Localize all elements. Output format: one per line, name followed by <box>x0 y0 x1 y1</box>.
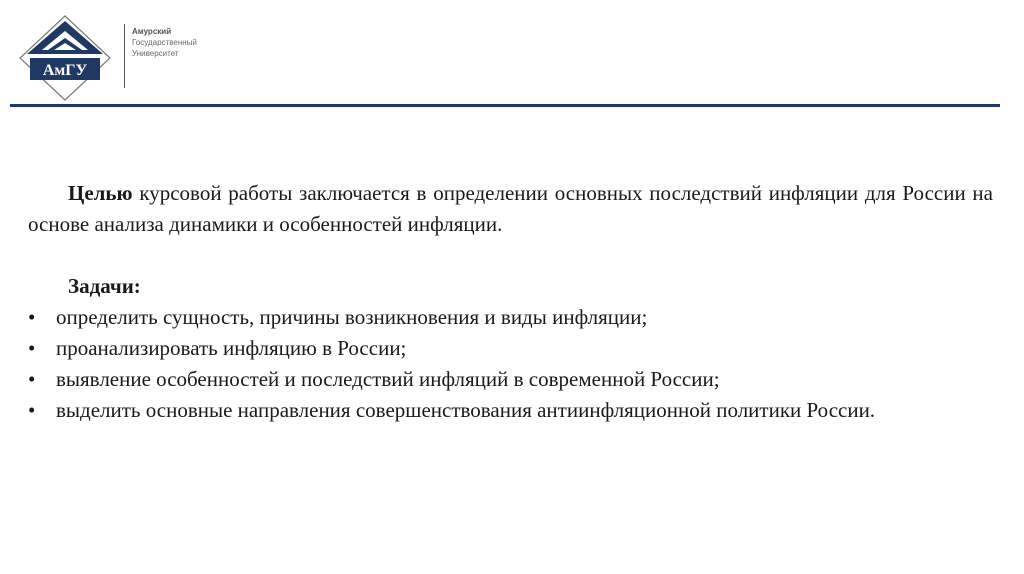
university-name-line-2: Государственный <box>132 38 197 47</box>
university-name-line-3: Университет <box>132 49 179 58</box>
logo-text: АмГУ <box>42 62 88 79</box>
amgu-logo <box>18 14 112 102</box>
task-item <box>28 364 993 395</box>
bullet-icon: • <box>28 367 36 391</box>
bullet-icon: • <box>28 305 36 329</box>
bullet-icon: • <box>28 336 36 360</box>
university-name-line-1: Амурский <box>132 27 172 36</box>
slide-header <box>0 0 1024 110</box>
task-item <box>28 333 993 364</box>
slide-body <box>28 178 993 426</box>
task-text: определить сущность, причины возникновения и виды инфляции; <box>56 305 648 329</box>
task-item <box>28 395 993 426</box>
goal-paragraph <box>28 178 993 240</box>
bullet-icon: • <box>28 398 36 422</box>
header-divider-vertical <box>124 24 125 88</box>
tasks-title: Задачи: <box>68 274 141 298</box>
task-item <box>28 302 993 333</box>
university-name <box>132 26 197 59</box>
task-text: проанализировать инфляцию в России; <box>56 336 407 360</box>
tasks-list <box>28 302 993 426</box>
task-text: выявление особенностей и последствий инфляций в современной России; <box>56 367 720 391</box>
header-rule <box>10 104 1000 107</box>
goal-keyword: Целью <box>68 181 133 205</box>
amgu-logo-graphic <box>18 14 112 102</box>
paragraph-spacer <box>28 240 993 271</box>
task-text: выделить основные направления совершенствования антиинфляционной политики России. <box>56 398 876 422</box>
goal-text: курсовой работы заключается в определении основных последствий инфляции для России на основе анализа динамики и особенностей инфляции. <box>28 181 993 236</box>
